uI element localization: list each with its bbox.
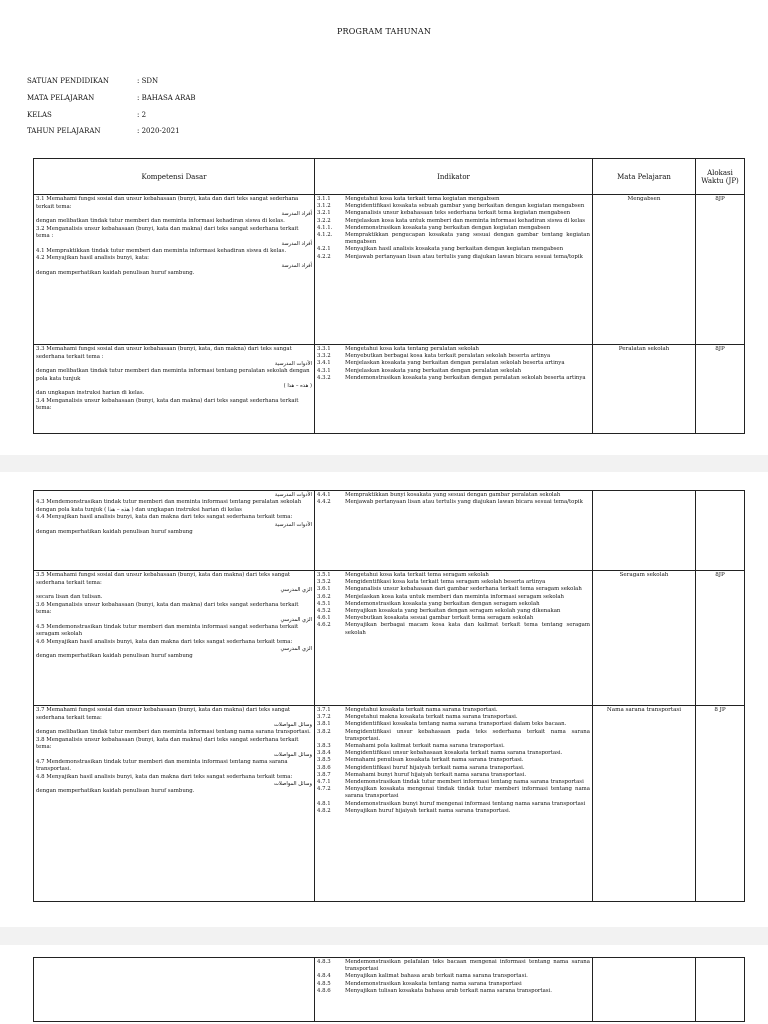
indikator-number: 4.3.2: [317, 374, 331, 381]
indikator-number: 4.2.2: [317, 253, 331, 260]
kd-paragraph: dengan memperhatikan kaidah penulisan huruf sambung: [36, 653, 193, 659]
prota-table-1: [33, 158, 745, 434]
kd-paragraph: dengan melibatkan tindak tutur memberi dan meminta informasi tentang peralatan sekolah dengan pola kata tunjuk: [36, 368, 310, 382]
kd-arabic-theme: أفراد المدرسة: [281, 240, 312, 247]
kd-cell: [34, 706, 315, 902]
meta-value: : 2020-2021: [137, 127, 180, 135]
indikator-cell: [315, 345, 593, 434]
table-row: [34, 958, 745, 1022]
indikator-number: 3.5.2: [317, 579, 331, 586]
indikator-item: [317, 225, 590, 232]
kd-cell: [34, 345, 315, 434]
indikator-item: [317, 757, 590, 764]
kd-cell: [34, 958, 315, 1022]
indikator-text: Memahami bunyi huruf hijaiyah terkait nama sarana transportasi.: [345, 771, 527, 778]
indikator-text: Mendemonstrasikan kosakata yang berkaitan dengan kegiatan mengabsen: [345, 224, 551, 231]
kd-arabic-theme: الزي المدرسي: [280, 616, 312, 623]
kd-paragraph: 4.4 Menyajikan hasil analisis bunyi, kata dan makna dari teks sangat sederhana terkait tema:: [36, 514, 293, 520]
indikator-number: 3.7.2: [317, 714, 331, 721]
kd-arabic-theme: الأدوات المدرسية: [274, 521, 312, 528]
page-sheet-1: [0, 0, 768, 455]
indikator-number: 4.8.3: [317, 959, 331, 965]
kd-paragraph: dan ungkapan instruksi harian di kelas.: [36, 390, 145, 396]
kd-cell: [34, 571, 315, 706]
indikator-number: 3.8.5: [317, 757, 331, 764]
header-indikator: Indikator: [315, 159, 593, 195]
indikator-text: Mendemonstrasikan kosakata yang berkaitan dengan seragam sekolah: [345, 600, 540, 607]
kd-paragraph: 4.5 Mendemonstrasikan tindak tutur memberi dan meminta informasi sangat sederhana terkait seragam sekolah: [36, 623, 299, 637]
prota-table-2: [33, 490, 745, 902]
indikator-number: 3.8.1: [317, 721, 331, 728]
indikator-number: 4.5.1: [317, 600, 331, 607]
indikator-item: [317, 203, 590, 210]
indikator-text: Mempraktikkan pengucapan kosakata yang sesuai dengan gambar tentang kegiatan mengabsen: [345, 232, 590, 246]
indikator-text: Mengidentifikasi kosakata sebuah gambar yang berkaitan dengan kegiatan mengabsen: [345, 203, 585, 210]
table-row: [34, 195, 745, 345]
indikator-text: Mendemonstrasikan bunyi huruf mengenai informasi tentang nama sarana transportasi: [345, 800, 586, 807]
page-sheet-2: [0, 472, 768, 927]
kd-arabic-theme: الزي المدرسي: [280, 587, 312, 593]
indikator-text: Menyajikan kalimat bahasa arab terkait nama sarana transportasi.: [345, 973, 528, 980]
indikator-number: 3.6.1: [317, 586, 331, 593]
indikator-text: Mengetahui kosa kata terkait tema kegiatan mengabsen: [345, 196, 500, 202]
indikator-number: 4.8.5: [317, 980, 331, 987]
jp-cell: 8JP: [696, 571, 745, 706]
kd-arabic-theme: الزي المدرسي: [280, 646, 312, 652]
indikator-item: [317, 988, 590, 995]
materi-cell: [593, 958, 696, 1022]
table-row: [34, 491, 745, 571]
indikator-number: 3.8.7: [317, 771, 331, 778]
indikator-number: 4.8.1: [317, 800, 331, 807]
indikator-item: [317, 779, 590, 786]
kd-paragraph: 3.5 Memahami fungsi sosial dan unsur kebahasaan (bunyi, kata dan makna) dari teks sangat sederhana terkait tema:: [36, 572, 291, 586]
indikator-item: [317, 579, 590, 586]
indikator-item: [317, 615, 590, 622]
indikator-item: [317, 594, 590, 601]
indikator-number: 3.8.6: [317, 764, 331, 771]
indikator-number: 4.6.2: [317, 622, 331, 629]
meta-value: : SDN: [137, 77, 159, 85]
table-row: [34, 345, 745, 434]
indikator-number: 4.8.4: [317, 973, 331, 980]
indikator-text: Menjelaskan kosakata yang berkaitan dengan peralatan sekolah beserta artinya: [345, 360, 565, 367]
indikator-text: Menjawab pertanyaan lisan atau tertulis yang diajukan lawan bicara sesuai tema/topik: [345, 253, 583, 260]
indikator-number: 4.3.1: [317, 367, 331, 374]
indikator-text: Menyajikan berbagai macam kosa kata dan kalimat terkait tema tentang seragam sekolah: [345, 622, 590, 636]
meta-value: : BAHASA ARAB: [137, 94, 196, 102]
kd-paragraph: secara lisan dan tulisan.: [36, 594, 103, 600]
indikator-number: 3.3.1: [317, 346, 331, 352]
indikator-item: [317, 601, 590, 608]
document-title: PROGRAM TAHUNAN: [336, 27, 432, 36]
indikator-number: 3.4.1: [317, 360, 331, 367]
indikator-text: Mendemonstrasikan pelafalan teks bacaan mengenai informasi tentang nama sarana transportasi: [345, 959, 590, 973]
indikator-cell: [315, 571, 593, 706]
indikator-number: 4.4.1: [317, 492, 331, 498]
kd-paragraph: 4.6 Menyajikan hasil analisis bunyi, kata dan makna dari teks sangat sederhana terkait tema:: [36, 638, 293, 645]
indikator-item: [317, 721, 590, 728]
indikator-item: [317, 492, 590, 499]
indikator-text: Mengidentifikasi kosa kata terkait tema seragam sekolah beserta artinya: [345, 579, 546, 586]
indikator-cell: [315, 195, 593, 345]
jp-cell: 8JP: [696, 345, 745, 434]
indikator-text: Mengidentifikasi kosakata tentang nama sarana transportasi dalam teks bacaan.: [345, 721, 567, 728]
indikator-text: Menyebutkan kosakata sesuai gambar terkait tema seragam sekolah: [345, 615, 534, 622]
indikator-text: Mengidentifikasi unsur kebahasaan kosakata terkait nama sarana transportasi.: [345, 750, 563, 757]
indikator-text: Menjelaskan kosakata yang berkaitan dengan peralatan sekolah: [345, 367, 522, 374]
indikator-number: 4.6.1: [317, 615, 331, 622]
kd-paragraph: dengan memperhatikan kaidah penulisan huruf sambung.: [36, 269, 195, 276]
kd-arabic-theme: أفراد المدرسة: [281, 211, 312, 217]
indikator-number: 4.5.2: [317, 608, 331, 615]
table-header-row: [34, 159, 745, 195]
indikator-cell: [315, 491, 593, 571]
kd-paragraph: 3.1 Memahami fungsi sosial dan unsur kebahasaan (bunyi, kata dan dari teks sangat sederhana terkait tema:: [36, 196, 299, 210]
page-sheet-3: [0, 945, 768, 1024]
indikator-item: [317, 808, 590, 815]
kd-paragraph: 3.7 Memahami fungsi sosial dan unsur kebahasaan (bunyi, kata dan makna) dari teks sangat sederhana terkait tema:: [36, 707, 291, 721]
kd-arabic-theme: ( هذه – هذا ): [283, 383, 312, 389]
indikator-text: Menyajikan kosakata yang berkaitan dengan seragam sekolah yang dikenakan: [345, 608, 561, 615]
indikator-text: Memahami pola kalimat terkait nama sarana transportasi.: [345, 743, 505, 750]
indikator-text: Mengetahui kosakata terkait nama sarana transportasi.: [345, 707, 498, 713]
materi-cell: Mengabsen: [593, 195, 696, 345]
indikator-number: 4.1.2.: [317, 232, 333, 239]
indikator-item: [317, 801, 590, 808]
materi-cell: [593, 491, 696, 571]
indikator-text: Mendemonstrasikan tindak tutur memberi informasi tentang nama sarana transportasi: [345, 779, 584, 786]
indikator-number: 3.1.1: [317, 196, 331, 202]
indikator-item: [317, 246, 590, 253]
indikator-item: [317, 707, 590, 714]
jp-cell: 8 JP: [696, 706, 745, 902]
kd-arabic-theme: وسائل المواصلات: [274, 751, 312, 758]
meta-key: TAHUN PELAJARAN: [27, 127, 101, 135]
indikator-number: 3.8.3: [317, 743, 331, 750]
indikator-number: 3.7.1: [317, 707, 331, 713]
indikator-text: Mempraktikkan bunyi kosakata yang sesuai dengan gambar peralatan sekolah: [345, 492, 561, 498]
kd-arabic-theme: وسائل المواصلات: [274, 781, 312, 787]
indikator-item: [317, 772, 590, 779]
prota-table-3: [33, 957, 745, 1022]
kd-cell: [34, 195, 315, 345]
kd-paragraph: 4.8 Menyajikan hasil analisis bunyi, kata dan makna dari teks sangat sederhana terkait tema:: [36, 773, 293, 780]
indikator-text: Menganalisis unsur kebahasaan dari gambar sederhana terkait tema seragam sekolah: [345, 586, 582, 593]
kd-paragraph: dengan memperhatikan kaidah penulisan huruf sambung.: [36, 788, 195, 794]
indikator-number: 3.6.2: [317, 593, 331, 600]
header-kd: Kompetensi Dasar: [34, 159, 315, 195]
indikator-cell: [315, 706, 593, 902]
kd-paragraph: 3.2 Menganalisis unsur kebahasaan (bunyi, kata dan makna) dari teks sangat sederhana terkait tema :: [36, 225, 299, 239]
kd-paragraph: 3.6 Menganalisis unsur kebahasaan (bunyi, kata dan makna) dari teks sangat sederhana terkait tema:: [36, 601, 299, 615]
indikator-text: Menganalisis unsur kebahasaan teks sederhana terkait tema kegiatan mengabsen: [345, 210, 571, 217]
meta-key: SATUAN PENDIDIKAN: [27, 77, 110, 85]
indikator-item: [317, 743, 590, 750]
indikator-number: 3.3.2: [317, 353, 331, 360]
header-materi: Mata Pelajaran: [593, 159, 696, 195]
meta-key: KELAS: [27, 111, 52, 119]
indikator-item: [317, 973, 590, 980]
indikator-item: [317, 608, 590, 615]
indikator-number: 4.4.2: [317, 499, 331, 506]
indikator-text: Mendemonstrasikan kosakata tentang nama sarana transportasi: [345, 980, 522, 987]
indikator-item: [317, 360, 590, 367]
indikator-text: Menyajikan kosakata mengenai tindak tindak tutur memberi informasi tentang nama sarana transportasi: [345, 786, 590, 800]
materi-cell: Nama sarana transportasi: [593, 706, 696, 902]
indikator-item: [317, 353, 590, 360]
indikator-number: 4.7.1: [317, 779, 331, 786]
kd-paragraph: 4.2 Menyajikan hasil analisis bunyi, kata:: [36, 255, 149, 261]
indikator-text: Menjelaskan kosa kata untuk memberi dan meminta informasi seragam sekolah: [345, 593, 565, 600]
indikator-item: [317, 346, 590, 353]
indikator-item: [317, 499, 590, 506]
kd-paragraph: 3.8 Menganalisis unsur kebahasaan (bunyi, kata dan makna) dari teks sangat sederhana terkait tema:: [36, 736, 299, 750]
indikator-number: 3.2.1: [317, 210, 331, 217]
indikator-item: [317, 750, 590, 757]
indikator-text: Menyajikan tulisan kosakata bahasa arab terkait nama sarana transportasi.: [345, 987, 552, 994]
indikator-item: [317, 586, 590, 593]
indikator-text: Mengetahui makna kosakata terkait nama sarana transportasi.: [345, 714, 518, 721]
indikator-item: [317, 210, 590, 217]
kd-paragraph: dengan melibatkan tindak tutur memberi dan meminta informasi tentang nama sarana transportasi.: [36, 729, 311, 735]
indikator-text: Menyebutkan berbagai kosa kata terkait peralatan sekolah beserta artinya: [345, 353, 551, 360]
kd-paragraph: dengan melibatkan tindak tutur memberi dan meminta informasi kehadiran siswa di kelas.: [36, 218, 285, 224]
meta-key: MATA PELAJARAN: [27, 94, 95, 102]
indikator-cell: [315, 958, 593, 1022]
indikator-item: [317, 368, 590, 375]
indikator-text: Menyajikan huruf hijaiyah terkait nama sarana transportasi.: [345, 807, 511, 814]
indikator-text: Mendemonstrasikan kosakata yang berkaitan dengan peralatan sekolah beserta artinya: [345, 374, 586, 381]
kd-cell: [34, 491, 315, 571]
indikator-text: Mengidentifikasi unsur kebahasaan pada teks sederhana terkait nama sarana transportasi.: [345, 728, 590, 742]
kd-paragraph: 4.7 Mendemonstrasikan tindak tutur memberi dan meminta informasi tentang nama sarana transportasi.: [36, 758, 288, 772]
indikator-item: [317, 729, 590, 743]
indikator-number: 4.1.1.: [317, 224, 333, 231]
indikator-text: Mengetahui kosa kata tentang peralatan sekolah: [345, 346, 480, 352]
indikator-text: Memahami penulisan kosakata terkait nama sarana transportasi.: [345, 757, 524, 764]
indikator-number: 4.8.6: [317, 987, 331, 994]
indikator-item: [317, 375, 590, 382]
table-row: [34, 706, 745, 902]
indikator-text: Menyajikan hasil analisis kosakata yang berkaitan dengan kegiatan mengabsen: [345, 246, 564, 253]
table-row: [34, 571, 745, 706]
indikator-item: [317, 254, 590, 261]
materi-cell: Peralatan sekolah: [593, 345, 696, 434]
indikator-item: [317, 959, 590, 973]
indikator-number: 3.8.2: [317, 728, 331, 735]
indikator-number: 3.2.2: [317, 217, 331, 224]
indikator-item: [317, 196, 590, 203]
indikator-item: [317, 232, 590, 246]
indikator-number: 3.5.1: [317, 572, 331, 578]
indikator-item: [317, 572, 590, 579]
kd-paragraph: 3.3 Memahami fungsi sosial dan unsur kebahasaan (bunyi, kata, dan makna) dari teks sangat sederhana terkait tema :: [36, 346, 292, 360]
kd-paragraph: 4.1 Mempraktikkan tindak tutur memberi dan meminta informasi kehadiran siswa di kelas.: [36, 247, 287, 254]
indikator-item: [317, 714, 590, 721]
indikator-number: 3.1.2: [317, 203, 331, 210]
indikator-number: 4.8.2: [317, 807, 331, 814]
jp-cell: [696, 958, 745, 1022]
kd-paragraph: dengan memperhatikan kaidah penulisan huruf sambung: [36, 528, 193, 535]
indikator-number: 4.7.2: [317, 786, 331, 793]
indikator-item: [317, 765, 590, 772]
indikator-item: [317, 981, 590, 988]
kd-paragraph: 4.3 Mendemonstrasikan tindak tutur memberi dan meminta informasi tentang peralatan sekolah dengan pola kata tunjuk ( هذه – هذا ) dan ungkapan instruksi harian di kelas: [36, 499, 302, 513]
kd-arabic-theme: أفراد المدرسة: [281, 262, 312, 269]
indikator-text: Mengetahui kosa kata terkait tema seragam sekolah: [345, 572, 489, 578]
indikator-item: [317, 218, 590, 225]
meta-value: : 2: [137, 111, 147, 119]
jp-cell: 8JP: [696, 195, 745, 345]
materi-cell: Seragam sekolah: [593, 571, 696, 706]
indikator-number: 3.8.4: [317, 750, 331, 757]
header-alokasi: Alokasi Waktu (JP): [696, 159, 745, 195]
kd-arabic-theme: وسائل المواصلات: [274, 722, 312, 728]
kd-paragraph: 3.4 Menganalisis unsur kebahasaan (bunyi, kata dan makna) dari teks sangat sederhana terkait tema:: [36, 397, 299, 411]
indikator-text: Mengidentifikasi huruf hijaiyah terkait nama sarana transportasi.: [345, 764, 525, 771]
kd-arabic-theme: الأدوات المدرسية: [274, 492, 312, 498]
indikator-number: 4.2.1: [317, 246, 331, 253]
jp-cell: [696, 491, 745, 571]
indikator-item: [317, 786, 590, 800]
kd-arabic-theme: الأدوات المدرسية: [274, 361, 312, 367]
indikator-text: Menjelaskan kosa kata untuk memberi dan meminta informasi kehadiran siswa di kelas: [345, 217, 586, 224]
indikator-item: [317, 622, 590, 636]
indikator-text: Menjawab pertanyaan lisan atau tertulis yang diajukan lawan bicara sesuai tema/topik: [345, 499, 583, 506]
